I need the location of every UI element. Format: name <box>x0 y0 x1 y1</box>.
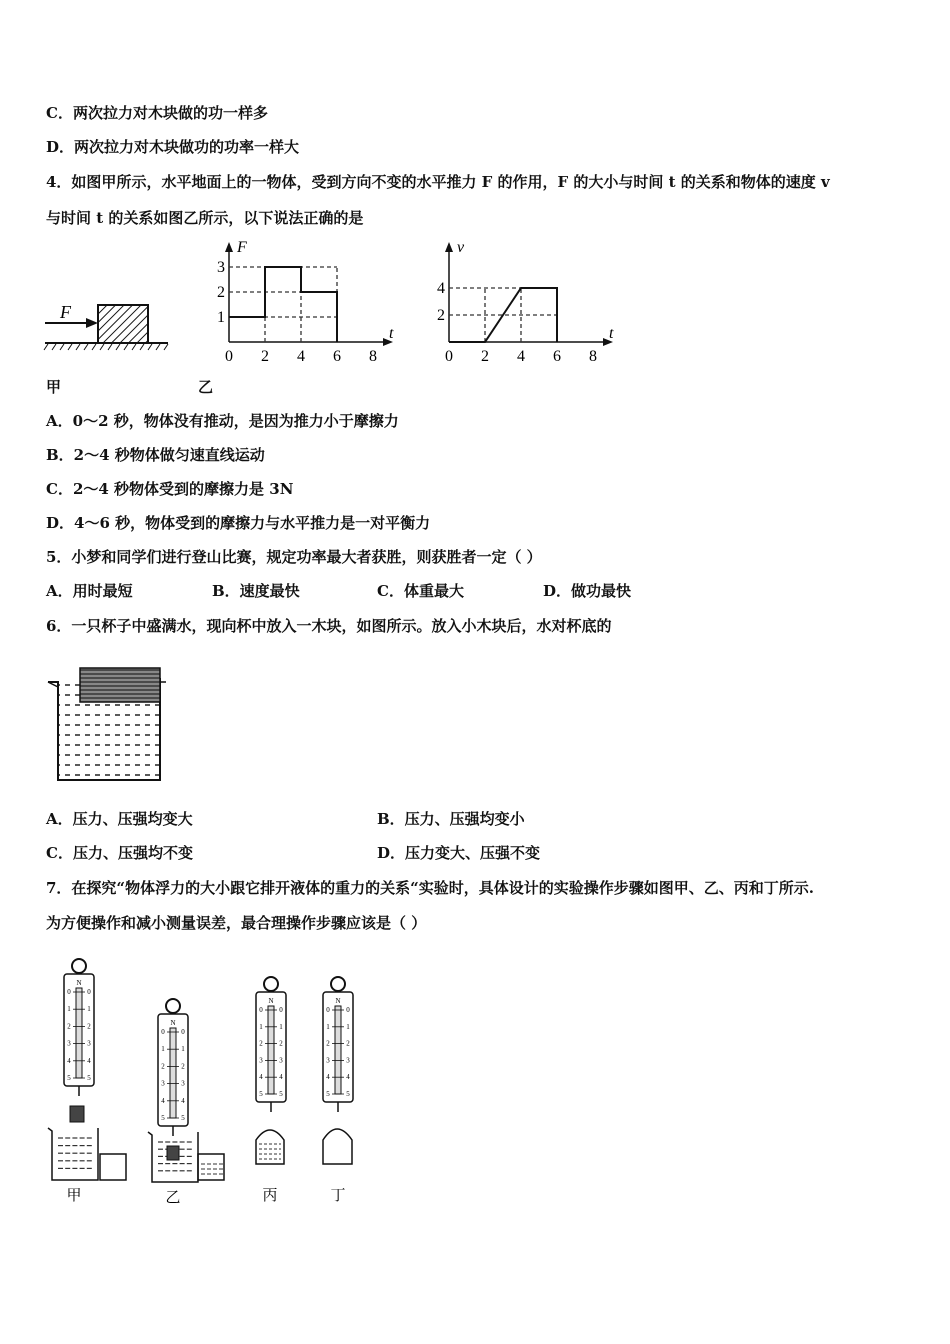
q4-stem-line1: 4．如图甲所示，水平地面上的一物体，受到方向不变的水平推力 F 的作用，F 的大小与时间 t 的关系和物体的速度 v <box>46 173 830 191</box>
q5-option-d: D．做功最快 <box>543 582 632 600</box>
scale-ring-icon <box>166 999 180 1013</box>
scale-tick-left: 2 <box>67 1022 71 1031</box>
caption-jia: 甲 <box>46 378 62 396</box>
q7-stem-line1: 7．在探究“物体浮力的大小跟它排开液体的重力的关系“实验时，具体设计的实验操作步骤如图甲、乙、丙和丁所示. <box>46 879 814 897</box>
scale-slot <box>335 1006 341 1094</box>
y-tick-label: 4 <box>437 280 445 297</box>
empty-bucket-icon <box>323 1129 352 1164</box>
scale-tick-left: 1 <box>161 1045 165 1054</box>
q6-cup-figure <box>44 660 169 786</box>
scale-tick-left: 1 <box>259 1022 263 1031</box>
q5-option-c: C．体重最大 <box>377 582 464 600</box>
scale-tick-right: 5 <box>346 1090 350 1098</box>
scale-tick-left: 1 <box>326 1022 330 1031</box>
scale-unit: N <box>268 997 274 1005</box>
scale-tick-right: 4 <box>346 1073 350 1082</box>
x-tick-label: 0 <box>445 348 453 365</box>
scale-tick-left: 0 <box>259 1006 263 1014</box>
y-tick-label: 2 <box>217 284 225 301</box>
x-tick-label: 4 <box>517 348 525 365</box>
scale-tick-left: 3 <box>326 1056 330 1065</box>
q6-option-c: C．压力、压强均不变 <box>46 844 193 862</box>
scale-tick-right: 1 <box>87 1005 91 1014</box>
q4-option-a: A．0～2 秒，物体没有推动，是因为推力小于摩擦力 <box>46 412 399 430</box>
y-tick-label: 3 <box>217 259 225 276</box>
y-axis-label: v <box>457 239 465 256</box>
scale-tick-right: 5 <box>87 1074 91 1082</box>
x-tick-label: 8 <box>369 348 377 365</box>
scale-tick-left: 5 <box>326 1090 330 1098</box>
label-bing: 丙 <box>262 1188 278 1204</box>
scale-tick-left: 2 <box>259 1039 263 1048</box>
scale-tick-left: 3 <box>67 1039 71 1048</box>
scale-tick-left: 4 <box>326 1073 330 1082</box>
label-ding: 丁 <box>330 1188 346 1204</box>
scale-tick-left: 2 <box>161 1062 165 1071</box>
label-yi: 乙 <box>165 1190 181 1206</box>
x-tick-label: 0 <box>225 348 233 365</box>
force-arrow-icon <box>86 318 98 328</box>
q6-option-a: A．压力、压强均变大 <box>46 810 193 828</box>
chart-force-time <box>205 238 400 368</box>
y-tick-label: 1 <box>217 309 225 326</box>
q6-option-b: B．压力、压强均变小 <box>377 810 525 828</box>
x-tick-label: 4 <box>297 348 305 365</box>
x-axis-label: t <box>609 325 614 342</box>
scale-slot <box>170 1028 176 1118</box>
x-tick-label: 6 <box>553 348 561 365</box>
scale-tick-left: 3 <box>161 1079 165 1088</box>
scale-tick-right: 2 <box>87 1022 91 1031</box>
small-cup-icon <box>198 1154 224 1180</box>
q4-stem-line2: 与时间 t 的关系如图乙所示，以下说法正确的是 <box>46 209 364 227</box>
small-cup-icon <box>100 1154 126 1180</box>
scale-tick-right: 5 <box>181 1114 185 1122</box>
scale-tick-left: 1 <box>67 1005 71 1014</box>
q6-stem: 6．一只杯子中盛满水，现向杯中放入一木块，如图所示。放入小木块后，水对杯底的 <box>46 617 612 635</box>
weight-block-submerged <box>167 1146 179 1160</box>
scale-tick-right: 3 <box>87 1039 91 1048</box>
wood-block <box>80 668 160 702</box>
scale-tick-right: 0 <box>346 1006 350 1014</box>
scale-tick-left: 4 <box>259 1073 263 1082</box>
q7-spring-scale-figure <box>40 950 370 1215</box>
scale-tick-right: 4 <box>87 1056 91 1065</box>
label-jia: 甲 <box>66 1188 82 1204</box>
scale-tick-right: 0 <box>87 988 91 996</box>
q5-option-b: B．速度最快 <box>212 582 300 600</box>
scale-ring-icon <box>72 959 86 973</box>
q3-option-c: C．两次拉力对木块做的功一样多 <box>46 104 268 122</box>
scale-tick-right: 5 <box>279 1090 283 1098</box>
scale-tick-right: 0 <box>181 1028 185 1036</box>
scale-tick-right: 1 <box>346 1022 350 1031</box>
caption-yi: 乙 <box>198 378 214 396</box>
y-axis-arrow-icon <box>445 242 453 252</box>
scale-tick-left: 5 <box>161 1114 165 1122</box>
force-series-line <box>229 267 337 342</box>
chart-velocity-time <box>425 238 620 368</box>
scale-unit: N <box>170 1019 176 1027</box>
beaker-icon <box>48 1128 98 1180</box>
scale-tick-left: 5 <box>67 1074 71 1082</box>
scale-tick-left: 4 <box>67 1056 71 1065</box>
scale-tick-right: 4 <box>181 1096 185 1105</box>
q5-option-a: A．用时最短 <box>46 582 133 600</box>
x-axis-label: t <box>389 325 394 342</box>
y-axis-arrow-icon <box>225 242 233 252</box>
y-tick-label: 2 <box>437 307 445 324</box>
scale-tick-left: 0 <box>67 988 71 996</box>
scale-tick-left: 4 <box>161 1096 165 1105</box>
x-tick-label: 2 <box>481 348 489 365</box>
scale-tick-right: 3 <box>346 1056 350 1065</box>
q4-option-d: D．4～6 秒，物体受到的摩擦力与水平推力是一对平衡力 <box>46 514 431 532</box>
scale-tick-left: 2 <box>326 1039 330 1048</box>
scale-slot <box>76 988 82 1078</box>
q5-stem: 5．小梦和同学们进行登山比赛，规定功率最大者获胜，则获胜者一定（ ） <box>46 548 542 566</box>
x-tick-label: 2 <box>261 348 269 365</box>
scale-tick-left: 0 <box>161 1028 165 1036</box>
q3-option-d: D．两次拉力对木块做功的功率一样大 <box>46 138 300 156</box>
scale-tick-right: 0 <box>279 1006 283 1014</box>
scale-tick-right: 1 <box>181 1045 185 1054</box>
scale-tick-right: 2 <box>181 1062 185 1071</box>
scale-ring-icon <box>264 977 278 991</box>
scale-unit: N <box>335 997 341 1005</box>
y-axis-label: F <box>237 239 247 256</box>
scale-unit: N <box>76 979 82 987</box>
q6-option-d: D．压力变大、压强不变 <box>377 844 541 862</box>
scale-tick-right: 2 <box>346 1039 350 1048</box>
weight-block <box>70 1106 84 1122</box>
x-tick-label: 6 <box>333 348 341 365</box>
q4-option-b: B．2～4 秒物体做匀速直线运动 <box>46 446 265 464</box>
scale-tick-right: 1 <box>279 1022 283 1031</box>
scale-tick-left: 5 <box>259 1090 263 1098</box>
scale-ring-icon <box>331 977 345 991</box>
force-label: F <box>60 302 71 322</box>
scale-tick-right: 2 <box>279 1039 283 1048</box>
scale-tick-right: 4 <box>279 1073 283 1082</box>
scale-tick-right: 3 <box>181 1079 185 1088</box>
scale-tick-right: 3 <box>279 1056 283 1065</box>
scale-tick-left: 0 <box>326 1006 330 1014</box>
scale-tick-left: 3 <box>259 1056 263 1065</box>
q4-option-c: C．2～4 秒物体受到的摩擦力是 3N <box>46 480 294 498</box>
block <box>98 305 148 343</box>
q4-figure-jia <box>40 295 175 355</box>
scale-slot <box>268 1006 274 1094</box>
q7-stem-line2: 为方便操作和减小测量误差，最合理操作步骤应该是（ ） <box>46 914 427 932</box>
x-tick-label: 8 <box>589 348 597 365</box>
